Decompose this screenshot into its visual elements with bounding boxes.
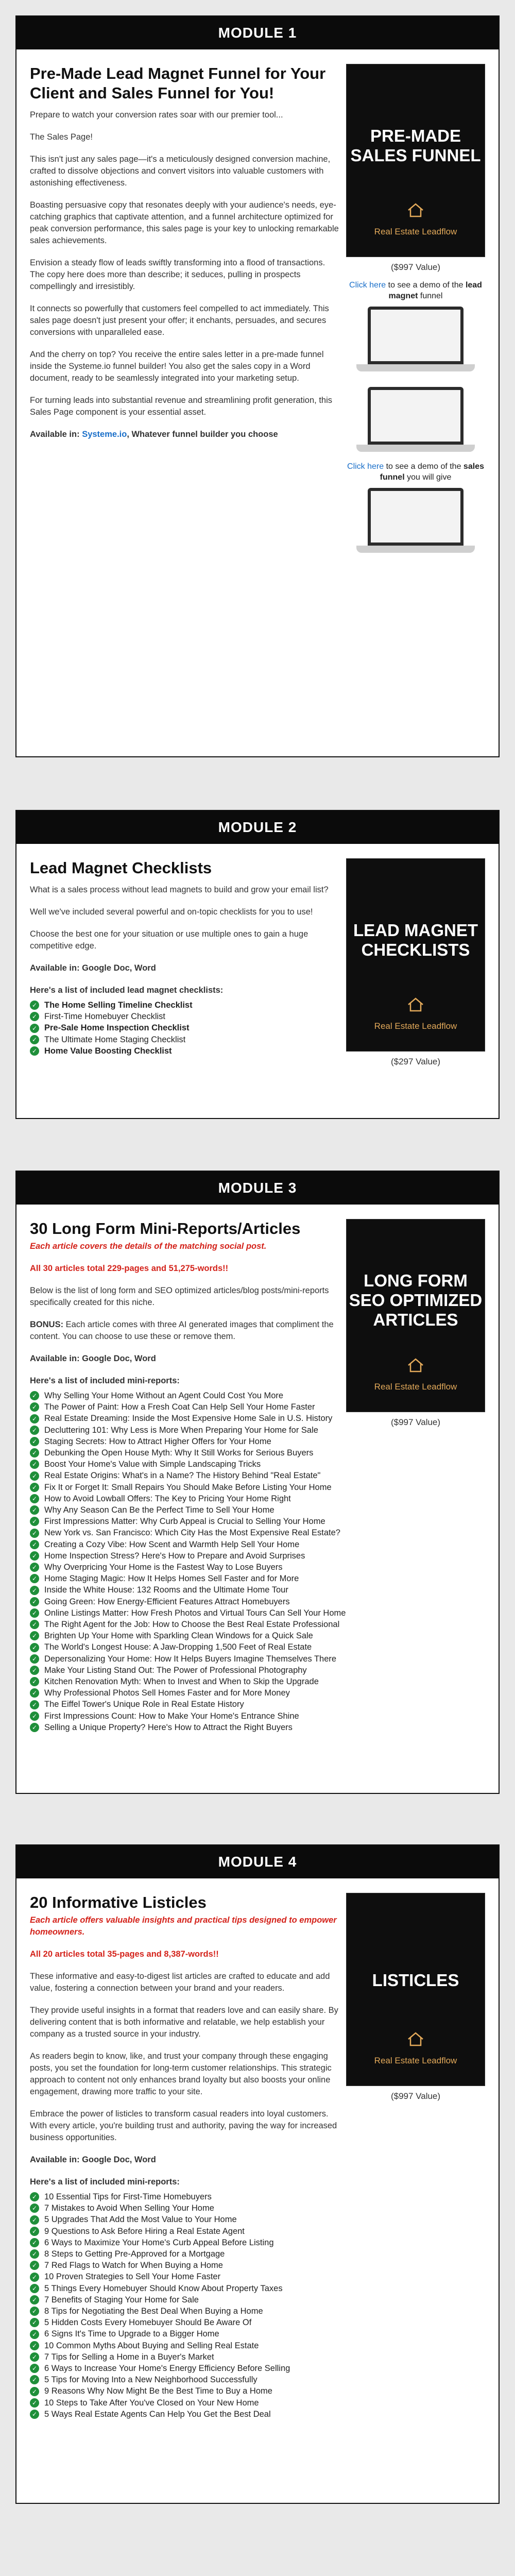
module-4-title: 20 Informative Listicles xyxy=(30,1893,207,1911)
list-item: ✓ Brighten Up Your Home with Sparkling Clean Windows for a Quick Sale xyxy=(30,1630,483,1641)
house-logo-icon xyxy=(407,2031,424,2047)
m1-paragraph: Boasting persuasive copy that resonates deeply with your audience's needs, eye-catching graphics that captivate attention, and a funnel architecture optimized for peak conversion performance, this sales page is your key to unlocking remarkable sales achievements. xyxy=(30,200,339,245)
m3-word-count: All 30 articles total 229-pages and 51,275-words!! xyxy=(30,1264,229,1273)
list-item: ✓ 9 Reasons Why Now Might Be the Best Time to Buy a Home xyxy=(30,2385,339,2397)
check-icon: ✓ xyxy=(30,1402,39,1412)
articles-cover: LONG FORM SEO OPTIMIZED ARTICLES Real Estate Leadflow xyxy=(346,1219,485,1412)
check-icon: ✓ xyxy=(30,2261,39,2270)
check-icon: ✓ xyxy=(30,1414,39,1423)
house-logo-icon xyxy=(407,997,424,1012)
module-4-header: MODULE 4 xyxy=(16,1845,499,1878)
check-icon: ✓ xyxy=(30,2387,39,2396)
module-2-header: MODULE 2 xyxy=(16,811,499,844)
m4-paragraph: As readers begin to know, like, and trust your company through these engaging posts, you set the foundation for long-term customer relationships. This strategic approach to content not only enhances brand loyalty but also boosts your online engagement, drawing more traffic to your site. xyxy=(30,2052,332,2096)
sales-funnel-demo-link[interactable]: Click here xyxy=(347,462,384,471)
list-item: ✓ Creating a Cozy Vibe: How Scent and Warmth Help Sell Your Home xyxy=(30,1539,483,1550)
check-icon: ✓ xyxy=(30,1001,39,1010)
m1-paragraph: For turning leads into substantial revenue and streamlining profit generation, this Sales Page component is your essential asset. xyxy=(30,396,333,417)
check-icon: ✓ xyxy=(30,1700,39,1709)
m4-value: ($997 Value) xyxy=(390,2091,441,2101)
list-item: ✓ The Eiffel Tower's Unique Role in Real Estate History xyxy=(30,1699,483,1710)
laptop-mockup-3 xyxy=(356,488,475,555)
check-icon: ✓ xyxy=(30,1448,39,1458)
module-2-title: Lead Magnet Checklists xyxy=(30,859,212,877)
check-icon: ✓ xyxy=(30,2307,39,2316)
list-item: ✓ First Impressions Matter: Why Curb Appeal is Crucial to Selling Your Home xyxy=(30,1516,483,1527)
check-icon: ✓ xyxy=(30,2249,39,2259)
m1-paragraph: Envision a steady flow of leads swiftly transforming into a flood of transactions. The copy here does more than describe; it seduces, pulling in prospects compellingly and irresistibly. xyxy=(30,258,325,291)
list-item: ✓ Home Value Boosting Checklist xyxy=(30,1045,339,1057)
list-item: ✓ 7 Tips for Selling a Home in a Buyer's Market xyxy=(30,2351,339,2363)
check-icon: ✓ xyxy=(30,1494,39,1503)
check-icon: ✓ xyxy=(30,1529,39,1538)
lead-magnet-demo-link[interactable]: Click here xyxy=(349,281,386,290)
m1-paragraph: This isn't just any sales page—it's a meticulously designed conversion machine, crafted to dissolve objections and convert visitors into valuable customers with astonishing effectiveness. xyxy=(30,155,331,188)
module-1-header: MODULE 1 xyxy=(16,16,499,49)
m4-paragraph: Embrace the power of listicles to transform casual readers into loyal customers. With every article, you're building trust and authority, paving the way for increased business opportunities. xyxy=(30,2109,337,2142)
m4-paragraph: These informative and easy-to-digest list articles are crafted to educate and add value, fostering a connection between your brand and your readers. xyxy=(30,1972,330,1993)
check-icon: ✓ xyxy=(30,2273,39,2282)
list-item: ✓ Real Estate Dreaming: Inside the Most Expensive Home Sale in U.S. History xyxy=(30,1413,483,1424)
list-item: ✓ 7 Mistakes to Avoid When Selling Your Home xyxy=(30,2202,339,2214)
list-item: ✓ 8 Tips for Negotiating the Best Deal When Buying a Home xyxy=(30,2306,339,2317)
m4-list-title: Here's a list of included mini-reports: xyxy=(30,2177,180,2187)
check-icon: ✓ xyxy=(30,2330,39,2339)
check-icon: ✓ xyxy=(30,1551,39,1561)
sales-funnel-cover: PRE-MADE SALES FUNNEL Real Estate Leadflow xyxy=(346,64,485,257)
list-item: ✓ 8 Steps to Getting Pre-Approved for a Mortgage xyxy=(30,2248,339,2260)
check-icon: ✓ xyxy=(30,1631,39,1640)
m4-availability: Available in: Google Doc, Word xyxy=(30,2155,156,2164)
check-icon: ✓ xyxy=(30,1471,39,1481)
check-icon: ✓ xyxy=(30,2215,39,2225)
m2-availability: Available in: Google Doc, Word xyxy=(30,963,156,973)
check-icon: ✓ xyxy=(30,1677,39,1686)
check-icon: ✓ xyxy=(30,1035,39,1044)
list-item: ✓ 10 Essential Tips for First-Time Homebuyers xyxy=(30,2191,339,2202)
list-item: ✓ 6 Ways to Maximize Your Home's Curb Appeal Before Listing xyxy=(30,2237,339,2248)
module-1-title: Pre-Made Lead Magnet Funnel for Your Client and Sales Funnel for You! xyxy=(30,64,326,102)
m2-paragraph: Well we've included several powerful and on-topic checklists for you to use! xyxy=(30,907,313,917)
list-item: ✓ First Impressions Count: How to Make Your Home's Entrance Shine xyxy=(30,1710,483,1722)
m1-availability: Available in: Systeme.io, Whatever funnel builder you choose xyxy=(30,430,278,439)
check-icon: ✓ xyxy=(30,1586,39,1595)
list-item: ✓ Boost Your Home's Value with Simple Landscaping Tricks xyxy=(30,1459,483,1470)
check-icon: ✓ xyxy=(30,2295,39,2304)
list-item: ✓ Fix It or Forget It: Small Repairs You Should Make Before Listing Your Home xyxy=(30,1482,483,1493)
list-item: ✓ Why Overpricing Your Home is the Fastest Way to Lose Buyers xyxy=(30,1562,483,1573)
check-icon: ✓ xyxy=(30,2318,39,2327)
m2-paragraph: What is a sales process without lead magnets to build and grow your email list? xyxy=(30,885,329,894)
checklists-cover: LEAD MAGNET CHECKLISTS Real Estate Leadflow xyxy=(346,858,485,1052)
list-item: ✓ The Power of Paint: How a Fresh Coat Can Help Sell Your Home Faster xyxy=(30,1401,483,1413)
m4-word-count: All 20 articles total 35-pages and 8,387-words!! xyxy=(30,1950,219,1959)
list-item: ✓ The World's Longest House: A Jaw-Dropping 1,500 Feet of Real Estate xyxy=(30,1641,483,1653)
list-item: ✓ 10 Steps to Take After You've Closed on Your New Home xyxy=(30,2397,339,2409)
list-item: ✓ 7 Red Flags to Watch for When Buying a Home xyxy=(30,2260,339,2271)
list-item: ✓ The Home Selling Timeline Checklist xyxy=(30,999,339,1011)
module-4 xyxy=(15,1844,500,2504)
list-item: ✓ Selling a Unique Property? Here's How to Attract the Right Buyers xyxy=(30,1722,483,1733)
list-item: ✓ 5 Ways Real Estate Agents Can Help You Get the Best Deal xyxy=(30,2409,339,2420)
house-logo-icon xyxy=(407,1358,424,1373)
house-logo-icon xyxy=(407,202,424,218)
listicles-cover: LISTICLES Real Estate Leadflow xyxy=(346,1893,485,2086)
list-item: ✓ Debunking the Open House Myth: Why It Still Works for Serious Buyers xyxy=(30,1447,483,1459)
check-icon: ✓ xyxy=(30,2238,39,2247)
check-icon: ✓ xyxy=(30,2204,39,2213)
list-item: ✓ Decluttering 101: Why Less is More When Preparing Your Home for Sale xyxy=(30,1425,483,1436)
list-item: ✓ Inside the White House: 132 Rooms and the Ultimate Home Tour xyxy=(30,1584,483,1596)
list-item: ✓ Depersonalizing Your Home: How It Helps Buyers Imagine Themselves There xyxy=(30,1653,483,1665)
m1-paragraph: Prepare to watch your conversion rates soar with our premier tool... xyxy=(30,110,283,120)
check-icon: ✓ xyxy=(30,2192,39,2201)
check-icon: ✓ xyxy=(30,1460,39,1469)
list-item: ✓ Real Estate Origins: What's in a Name? The History Behind "Real Estate" xyxy=(30,1470,483,1481)
m4-subtitle: Each article offers valuable insights and practical tips designed to empower homeowners. xyxy=(30,1916,337,1937)
check-icon: ✓ xyxy=(30,1643,39,1652)
list-item: ✓ The Ultimate Home Staging Checklist xyxy=(30,1034,339,1045)
check-icon: ✓ xyxy=(30,1608,39,1618)
list-item: ✓ 5 Things Every Homebuyer Should Know About Property Taxes xyxy=(30,2283,339,2294)
list-item: ✓ 10 Proven Strategies to Sell Your Home Faster xyxy=(30,2271,339,2282)
check-icon: ✓ xyxy=(30,2227,39,2236)
m2-paragraph: Choose the best one for your situation or use multiple ones to gain a huge competitive edge. xyxy=(30,929,308,951)
list-item: ✓ 5 Upgrades That Add the Most Value to Your Home xyxy=(30,2214,339,2225)
m1-paragraph: The Sales Page! xyxy=(30,132,93,142)
m1-value: ($997 Value) xyxy=(390,262,441,272)
check-icon: ✓ xyxy=(30,1046,39,1056)
check-icon: ✓ xyxy=(30,1540,39,1549)
lead-magnet-demo: Click here to see a demo of the lead magnet funnel xyxy=(349,281,482,300)
check-icon: ✓ xyxy=(30,1012,39,1021)
list-item: ✓ Make Your Listing Stand Out: The Power of Professional Photography xyxy=(30,1665,483,1676)
laptop-mockup-1 xyxy=(356,307,475,374)
m2-list-title: Here's a list of included lead magnet checklists: xyxy=(30,986,224,995)
sales-funnel-demo: Click here to see a demo of the sales funnel you will give xyxy=(347,462,484,482)
module-1 xyxy=(15,15,500,757)
list-item: ✓ Home Inspection Stress? Here's How to Prepare and Avoid Surprises xyxy=(30,1550,483,1562)
list-item: ✓ Why Any Season Can Be the Perfect Time to Sell Your Home xyxy=(30,1504,483,1516)
check-icon: ✓ xyxy=(30,1563,39,1572)
check-icon: ✓ xyxy=(30,1711,39,1721)
check-icon: ✓ xyxy=(30,1666,39,1675)
list-item: ✓ Why Professional Photos Sell Homes Faster and for More Money xyxy=(30,1687,483,1699)
check-icon: ✓ xyxy=(30,2284,39,2293)
list-item: ✓ First-Time Homebuyer Checklist xyxy=(30,1011,339,1022)
list-item: ✓ Home Staging Magic: How It Helps Homes Sell Faster and for More xyxy=(30,1573,483,1584)
check-icon: ✓ xyxy=(30,2410,39,2419)
check-icon: ✓ xyxy=(30,1654,39,1664)
list-item: ✓ Staging Secrets: How to Attract Higher Offers for Your Home xyxy=(30,1436,483,1447)
list-item: ✓ 7 Benefits of Staging Your Home for Sale xyxy=(30,2294,339,2306)
m3-availability: Available in: Google Doc, Word xyxy=(30,1354,156,1363)
checklist-list xyxy=(30,999,339,1057)
m3-value: ($997 Value) xyxy=(390,1417,441,1427)
check-icon: ✓ xyxy=(30,1688,39,1698)
m1-paragraph: And the cherry on top? You receive the entire sales letter in a pre-made funnel inside the Systeme.io funnel builder! You also get the sales copy in a Word document, ready to be seamlessly integrated into your marketing setup. xyxy=(30,350,324,383)
listicle-list xyxy=(30,2191,339,2420)
list-item: ✓ Pre-Sale Home Inspection Checklist xyxy=(30,1022,339,1033)
list-item: ✓ 10 Common Myths About Buying and Selling Real Estate xyxy=(30,2340,339,2351)
module-3-title: 30 Long Form Mini-Reports/Articles xyxy=(30,1219,301,1238)
m3-bonus: BONUS: Each article comes with three AI generated images that compliment the content. You can choose to use these or remove them. xyxy=(30,1320,334,1341)
module-3-header: MODULE 3 xyxy=(16,1172,499,1205)
check-icon: ✓ xyxy=(30,1517,39,1526)
list-item: ✓ New York vs. San Francisco: Which City Has the Most Expensive Real Estate? xyxy=(30,1527,483,1538)
module-2 xyxy=(15,810,500,1119)
m4-paragraph: They provide useful insights in a format that readers love and can easily share. By delivering content that is both informative and relatable, we help establish your company as a trusted source in your industry. xyxy=(30,2006,338,2039)
check-icon: ✓ xyxy=(30,1505,39,1515)
check-icon: ✓ xyxy=(30,1574,39,1583)
list-item: ✓ 5 Tips for Moving Into a New Neighborhood Successfully xyxy=(30,2374,339,2385)
check-icon: ✓ xyxy=(30,1620,39,1629)
module-3 xyxy=(15,1171,500,1794)
m3-subtitle: Each article covers the details of the matching social post. xyxy=(30,1242,267,1251)
check-icon: ✓ xyxy=(30,1024,39,1033)
list-item: ✓ Why Selling Your Home Without an Agent Could Cost You More xyxy=(30,1390,483,1401)
check-icon: ✓ xyxy=(30,1437,39,1446)
m3-paragraph: Below is the list of long form and SEO optimized articles/blog posts/mini-reports specifically created for this niche. xyxy=(30,1286,329,1307)
list-item: ✓ 9 Questions to Ask Before Hiring a Real Estate Agent xyxy=(30,2226,339,2237)
list-item: ✓ 6 Ways to Increase Your Home's Energy Efficiency Before Selling xyxy=(30,2363,339,2374)
check-icon: ✓ xyxy=(30,2398,39,2408)
check-icon: ✓ xyxy=(30,1483,39,1492)
list-item: ✓ Going Green: How Energy-Efficient Features Attract Homebuyers xyxy=(30,1596,483,1607)
list-item: ✓ Online Listings Matter: How Fresh Photos and Virtual Tours Can Sell Your Home xyxy=(30,1607,483,1619)
check-icon: ✓ xyxy=(30,1723,39,1732)
check-icon: ✓ xyxy=(30,1391,39,1400)
list-item: ✓ The Right Agent for the Job: How to Choose the Best Real Estate Professional xyxy=(30,1619,483,1630)
check-icon: ✓ xyxy=(30,1597,39,1606)
list-item: ✓ How to Avoid Lowball Offers: The Key to Pricing Your Home Right xyxy=(30,1493,483,1504)
list-item: ✓ 5 Hidden Costs Every Homebuyer Should Be Aware Of xyxy=(30,2317,339,2328)
check-icon: ✓ xyxy=(30,2364,39,2373)
check-icon: ✓ xyxy=(30,2375,39,2384)
check-icon: ✓ xyxy=(30,1426,39,1435)
check-icon: ✓ xyxy=(30,2341,39,2350)
systeme-link[interactable]: Systeme.io xyxy=(82,430,127,439)
m2-value: ($297 Value) xyxy=(390,1057,441,1066)
m3-list-title: Here's a list of included mini-reports: xyxy=(30,1376,180,1385)
m1-paragraph: It connects so powerfully that customers feel compelled to act immediately. This sales page doesn't just present your offer; it enchants, persuades, and secures conversions with unparalleled ease. xyxy=(30,304,329,337)
mini-report-list xyxy=(30,1390,483,1733)
laptop-mockup-2 xyxy=(356,387,475,454)
list-item: ✓ Kitchen Renovation Myth: When to Invest and When to Skip the Upgrade xyxy=(30,1676,483,1687)
list-item: ✓ 6 Signs It's Time to Upgrade to a Bigger Home xyxy=(30,2328,339,2340)
check-icon: ✓ xyxy=(30,2352,39,2362)
